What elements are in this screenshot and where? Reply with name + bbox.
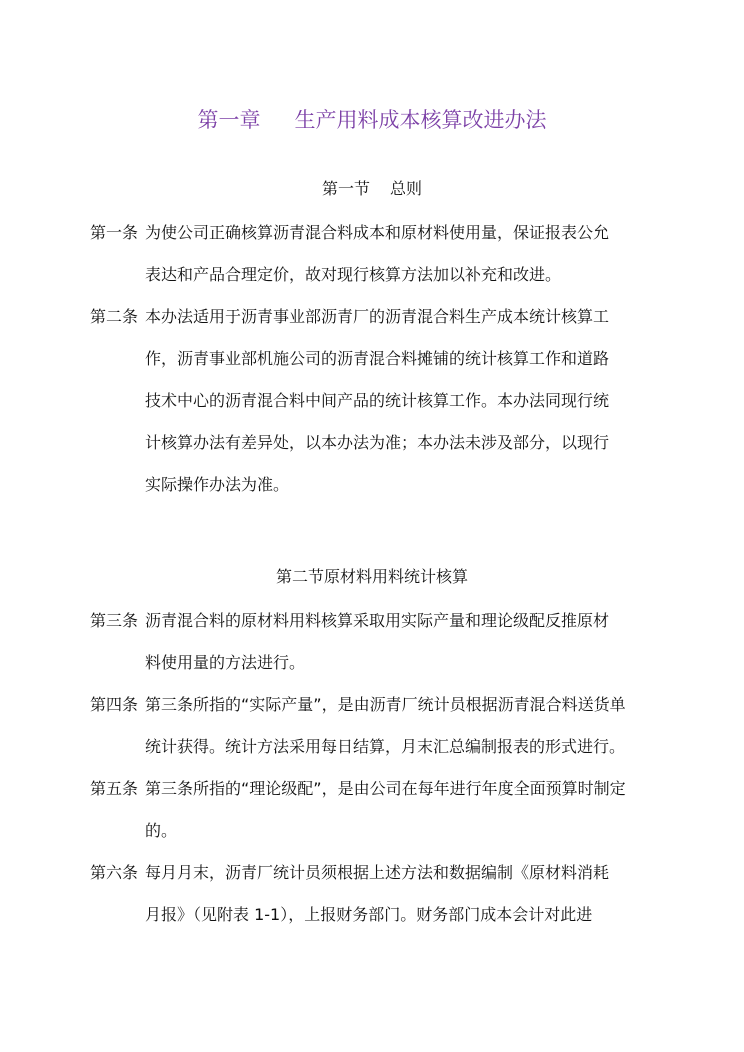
article-line: 技术中心的沥青混合料中间产品的统计核算工作。本办法同现行统 — [145, 391, 610, 410]
article-line — [90, 861, 670, 903]
article-text: 本办法适用于沥青事业部沥青厂的沥青混合料生产成本统计核算工 — [145, 307, 610, 326]
article-label: 第一条 — [90, 223, 139, 242]
chapter-number: 第一章 — [197, 108, 261, 132]
article-5 — [90, 777, 670, 861]
article-2 — [90, 305, 670, 515]
article-line: 统计获得。统计方法采用每日结算，月末汇总编制报表的形式进行。 — [145, 737, 626, 756]
article-label: 第五条 — [90, 779, 139, 798]
article-label: 第六条 — [90, 863, 139, 882]
article-line — [90, 305, 670, 347]
section-title-1 — [0, 177, 744, 201]
article-6 — [90, 861, 670, 945]
article-4 — [90, 693, 670, 777]
article-text: 第三条所指的“实际产量”，是由沥青厂统计员根据沥青混合料送货单 — [145, 695, 626, 714]
article-line — [90, 777, 670, 819]
chapter-title — [0, 104, 744, 136]
article-line: 实际操作办法为准。 — [145, 475, 290, 494]
article-1 — [90, 221, 670, 305]
article-text: 第三条所指的“理论级配”，是由公司在每年进行年度全面预算时制定 — [145, 779, 626, 798]
article-text: 沥青混合料的原材料用料核算采取用实际产量和理论级配反推原材 — [145, 611, 610, 630]
article-line: 月报》（见附表 1-1），上报财务部门。财务部门成本会计对此进 — [145, 905, 593, 924]
article-label: 第二条 — [90, 307, 139, 326]
article-text: 为使公司正确核算沥青混合料成本和原材料使用量，保证报表公允 — [145, 223, 610, 242]
section-title-2: 第二节原材料用料统计核算 — [275, 567, 468, 586]
article-line: 作，沥青事业部机施公司的沥青混合料摊铺的统计核算工作和道路 — [145, 349, 610, 368]
section-number: 第一节 — [321, 179, 370, 198]
article-label: 第三条 — [90, 611, 139, 630]
article-line: 料使用量的方法进行。 — [145, 653, 306, 672]
article-3 — [90, 609, 670, 693]
article-line — [90, 609, 670, 651]
article-line: 的。 — [145, 821, 178, 840]
chapter-name: 生产用料成本核算改进办法 — [294, 108, 547, 132]
article-line — [90, 693, 670, 735]
article-line: 计核算办法有差异处，以本办法为准；本办法未涉及部分，以现行 — [145, 433, 610, 452]
article-label: 第四条 — [90, 695, 139, 714]
section-name: 总则 — [390, 179, 423, 198]
article-line: 表达和产品合理定价，故对现行核算方法加以补充和改进。 — [145, 265, 562, 284]
article-line — [90, 221, 670, 263]
article-text: 每月月末，沥青厂统计员须根据上述方法和数据编制《原材料消耗 — [145, 863, 610, 882]
